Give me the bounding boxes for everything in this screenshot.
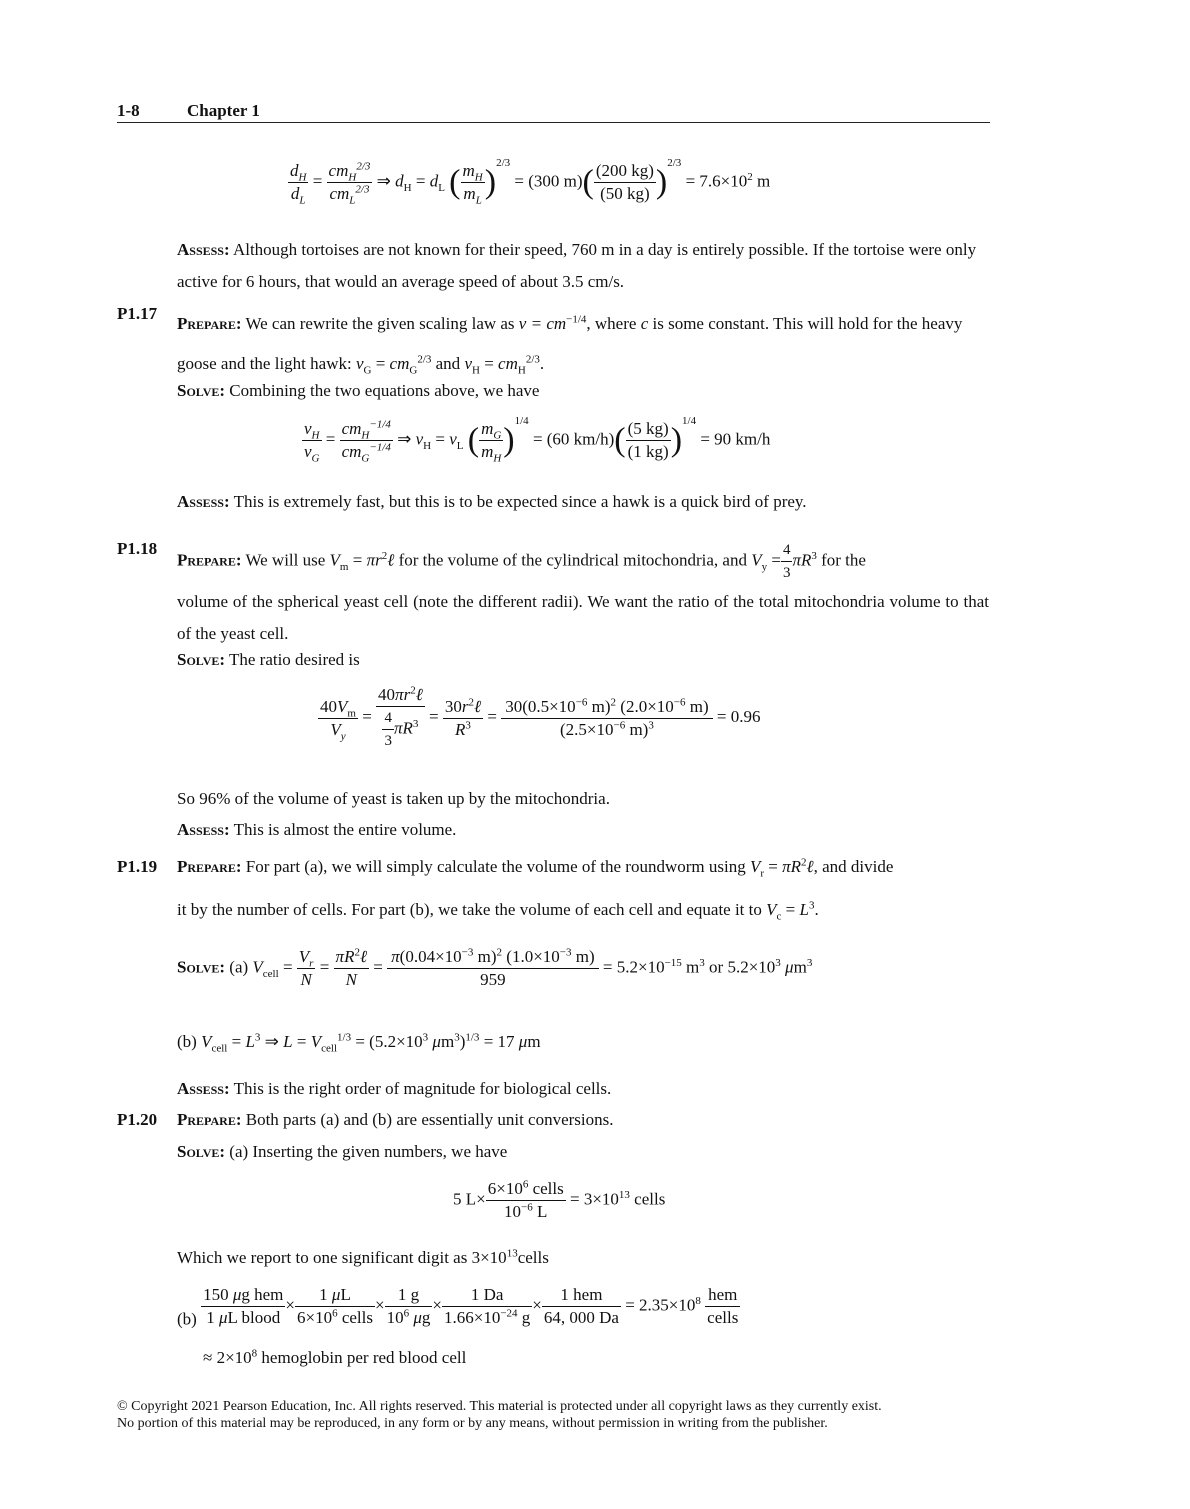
equation-hemoglobin-b: (b) $\frac{\text{150 μg hem}}{\text{1 μL blood}}$ × $\frac{1 \mu L}{6\times 10^6 cells}$ × $\frac{1 g}{10^6 \mu g}$ × $\frac{1 Da}{1.66\times 10^{-24} g}$ × $\frac{\text{1 hem}}{64, 000 Da}$ = $2.35\times 10^8$ $\frac{\text{hem}}{\text{cells}}$	[177, 1285, 739, 1329]
assess-text: This is almost the entire volume.	[229, 820, 457, 839]
page-number: 1-8	[117, 101, 140, 120]
equation-hemoglobin-result: ≈ $2\times 10^8$ hemoglobin per red blood cell	[203, 1347, 467, 1367]
solve-part-a: (a)	[225, 957, 253, 977]
assess-label: Assess:	[177, 492, 230, 511]
prepare-text: it by the number of cells. For part (b), we take the volume of each cell and equate it to	[177, 900, 767, 919]
copyright-line-2: No portion of this material may be reproduced, in any form or by any means, without permission in writing from the publisher.	[117, 1416, 828, 1431]
solve-label: Solve:	[177, 381, 226, 400]
problem-label-120: P1.20	[117, 1110, 158, 1129]
problem-label-118: P1.18	[117, 539, 158, 558]
assess-118	[177, 820, 989, 840]
result-118: So 96% of the volume of yeast is taken up by the mitochondria.	[177, 789, 610, 808]
equation-cells-a: 5 L× $\frac{6\times 10^6 cells}{10^{-6} L}$ = $3\times 10^{13}$ cells	[453, 1178, 666, 1221]
header-rule	[117, 122, 990, 123]
equation-roundworm-b: (b) $V_{cell} = L^3$ ⇒ $L = V_{cell}^{1/3} = (5.2\times 10^3$ $\mu m^3)^{1/3} = 17$ μm	[177, 1031, 541, 1055]
solve-label: Solve:	[177, 957, 226, 977]
assess-label: Assess:	[177, 240, 230, 259]
prepare-label: Prepare:	[177, 857, 242, 876]
assess-117	[177, 492, 989, 512]
prepare-text: , where	[586, 314, 641, 333]
equation-roundworm-a: Solve: (a) $V_{cell}$ = $\frac{V_r}{N}$ = $\frac{\pi R^2\ell}{N}$ = $\frac{\pi(0.04\times 10^{-3} m)^2 (1.0\times 10^{-3} m)}{959}$ = $5.2\times 10^{-15}$ $m^3$ or $5.2\times 10^3$ $\mu m^3$	[177, 946, 813, 989]
prepare-120	[177, 1110, 989, 1130]
chapter-title: Chapter 1	[187, 101, 260, 120]
prepare-119-continued: it by the number of cells. For part (b), we take the volume of each cell and equate it to $V_c = L^3$.	[177, 899, 819, 923]
problem-label-117: P1.17	[117, 304, 158, 323]
assess-label: Assess:	[177, 1079, 230, 1098]
inline-equation: v = cm	[518, 314, 567, 333]
assess-text: This is the right order of magnitude for biological cells.	[229, 1079, 612, 1098]
assess-label: Assess:	[177, 820, 230, 839]
assess-tortoise	[177, 234, 989, 298]
report-text: Which we report to one significant digit as	[177, 1248, 472, 1267]
inline-equation-goose-hawk: v	[355, 354, 364, 373]
solve-120	[177, 1142, 989, 1162]
prepare-text: , and divide	[813, 857, 894, 876]
equation-tortoise: $\frac{d_H}{d_L}$ = $\frac{cm_H^{2/3}}{cm_L^{2/3}}$ ⇒ $d_H = d_L$ ( $\frac{m_H}{m_L}$ )$^{2/3}$ = (300 m)( $\frac{(200 kg)}{(50 kg)}$ )$^{2/3} = 7.6\times 10^2$ m	[290, 156, 771, 207]
prepare-text: for the	[816, 550, 866, 570]
prepare-text: We can rewrite the given scaling law as	[241, 314, 519, 333]
inline-exponent: −1/4	[566, 313, 587, 326]
assess-text: Although tortoises are not known for their speed, 760 m in a day is entirely possible. If the tortoise were only active for 6 hours, that would an average speed of about 3.5 cm/s.	[177, 240, 977, 291]
prepare-label: Prepare:	[177, 1110, 242, 1129]
prepare-118-continued: volume of the spherical yeast cell (note the different radii). We want the ratio of the total mitochondria volume to that of the yeast cell.	[177, 592, 989, 643]
inline-variable: c	[640, 314, 649, 333]
equation-mitochondria: $\frac{40V_m}{V_y}$ = $40\pi r^2\ell$ $\frac{4}{3}$ $\pi R^3$ = $\frac{30r^2\ell}{R^3}$ = $\frac{30(0.5\times 10^{-6} m)^2 (2.0\times 10^{-6} m)}{(2.5\times 10^{-6} m)^3}$ = 0.96	[320, 684, 761, 749]
copyright-line-1: © Copyright 2021 Pearson Education, Inc. All rights reserved. This material is protected under all copyright laws as they currently exist.	[117, 1399, 882, 1414]
assess-119	[177, 1079, 989, 1099]
copyright-footer	[117, 1398, 882, 1432]
prepare-text: We will use	[241, 550, 330, 570]
prepare-117: Prepare: We can rewrite the given scaling law as $v = cm^{-1/4}$, where c is some constant. This will hold for the heavy goose and the light hawk: $v_G = cm_G^{2/3}$ and $v_H = cm_H^{2/3}$.	[177, 313, 963, 377]
prepare-label: Prepare:	[177, 314, 242, 333]
solve-118	[177, 650, 989, 670]
solve-text: (a) Inserting the given numbers, we have	[225, 1142, 508, 1161]
solve-117	[177, 381, 989, 401]
solve-text: Combining the two equations above, we have	[225, 381, 540, 400]
solve-label: Solve:	[177, 1142, 226, 1161]
problem-label-119: P1.19	[117, 857, 158, 876]
prepare-text: Both parts (a) and (b) are essentially unit conversions.	[241, 1110, 614, 1129]
prepare-text: for the volume of the cylindrical mitochondria, and	[394, 550, 752, 570]
prepare-label: Prepare:	[177, 550, 242, 570]
prepare-118: Prepare: We will use $V_m$ = $\pi r^2\ell$ for the volume of the cylindrical mitochondria, and $V_y$ = $\frac{4}{3}$ $\pi R^3$ for the	[177, 539, 989, 584]
prepare-119: Prepare: For part (a), we will simply calculate the volume of the roundworm using $V_r$ = $\pi R^2\ell$, and divide	[177, 856, 894, 880]
equation-hawk: $\frac{v_H}{v_G}$ = $\frac{cm_H^{-1/4}}{cm_G^{-1/4}}$ ⇒ $v_H = v_L$ ( $\frac{m_G}{m_H}$ )$^{1/4}$ = (60 km/h)( $\frac{(5 kg)}{(1 kg)}$ )$^{1/4}$ = 90 km/h	[304, 414, 771, 465]
report-120: Which we report to one significant digit as $3\times 10^{13}cells$	[177, 1247, 549, 1267]
solve-text: The ratio desired is	[225, 650, 360, 669]
prepare-text: is some constant. This will hold for the heavy goose and the light hawk:	[177, 314, 963, 373]
prepare-text: For part (a), we will simply calculate the volume of the roundworm using	[241, 857, 750, 876]
assess-text: This is extremely fast, but this is to be expected since a hawk is a quick bird of prey.	[229, 492, 807, 511]
solve-label: Solve:	[177, 650, 226, 669]
